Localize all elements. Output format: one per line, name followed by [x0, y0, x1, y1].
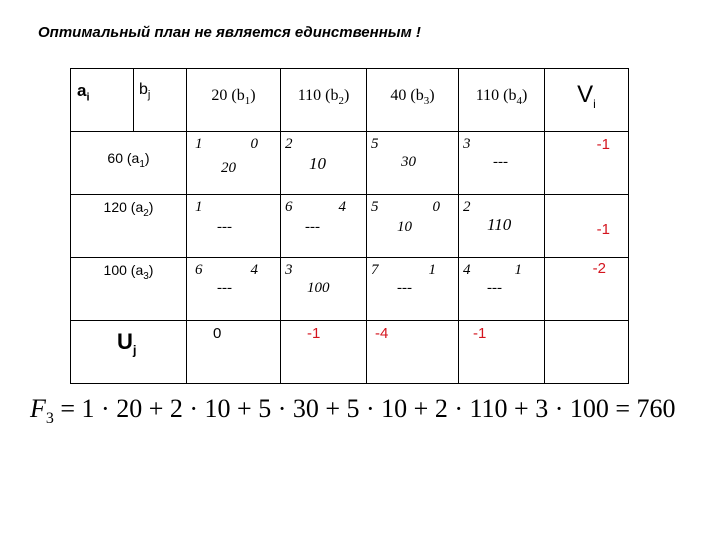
potential-value: -2: [592, 260, 606, 277]
header-col-b4: 110 $(b_4)$: [459, 69, 545, 132]
potential-v1: [545, 132, 629, 195]
potential-value: -1: [596, 136, 610, 153]
cell-cost: [367, 195, 459, 258]
cell-amount: ---: [217, 280, 232, 296]
cell-estimate: 4: [338, 199, 346, 215]
ai-label: $a_i$: [77, 81, 90, 104]
cell-amount: 10: [309, 154, 326, 173]
cell-tariff: 6: [285, 199, 293, 215]
cell-estimate: 1: [514, 262, 522, 278]
potential-v2: [545, 195, 629, 258]
potential-value: -1: [473, 325, 487, 342]
cell-estimate: 0: [432, 199, 440, 215]
potential-value: -4: [375, 325, 389, 342]
table-row: [71, 132, 629, 195]
corner-divider: [133, 69, 134, 131]
cell-cost: [187, 132, 281, 195]
potential-value: 0: [213, 325, 222, 342]
cell-amount: ---: [217, 219, 232, 235]
cell-estimate: 4: [250, 262, 258, 278]
cell-tariff: 6: [195, 262, 203, 278]
cell-tariff: 1: [195, 136, 203, 152]
potential-value: -1: [596, 221, 610, 238]
u-cell: [187, 321, 281, 384]
cell-tariff: 5: [371, 136, 379, 152]
row-label-a3: 100 $(a_3)$: [71, 258, 187, 321]
potential-v3: [545, 258, 629, 321]
cell-amount: 20: [221, 160, 236, 176]
header-col-vi: $V_i$: [545, 69, 629, 132]
cell-tariff: 3: [285, 262, 293, 278]
u-cell: [459, 321, 545, 384]
potential-value: -1: [307, 325, 321, 342]
objective-formula: $F_3 = 1 \cdot 20 + 2 \cdot 10 + 5 \cdot 30 + 5 \cdot 10 + 2 \cdot 110 + 3 \cdot 100 = 760$: [30, 394, 676, 428]
cell-cost: [281, 132, 367, 195]
page-title: Оптимальный план не является единственным !: [38, 24, 421, 41]
u-label-cell: [71, 321, 187, 384]
cell-amount: ---: [397, 280, 412, 296]
cell-cost: [459, 132, 545, 195]
potentials-u-row: [71, 321, 629, 384]
row-label-a1: 60 $(a_1)$: [71, 132, 187, 195]
transport-table: [70, 68, 629, 384]
cell-tariff: 7: [371, 262, 379, 278]
cell-amount: ---: [487, 280, 502, 296]
cell-cost: [367, 258, 459, 321]
u-cell: [367, 321, 459, 384]
cell-amount: 110: [487, 215, 512, 234]
cell-amount: 100: [307, 280, 330, 296]
header-col-b2: 110 $(b_2)$: [281, 69, 367, 132]
table-header-row: [71, 69, 629, 132]
header-col-b3: 40 $(b_3)$: [367, 69, 459, 132]
u-cell: [281, 321, 367, 384]
cell-tariff: 4: [463, 262, 471, 278]
cell-tariff: 2: [463, 199, 471, 215]
cell-cost: [281, 195, 367, 258]
cell-amount: 10: [397, 219, 412, 235]
cell-tariff: 5: [371, 199, 379, 215]
cell-tariff: 1: [195, 199, 203, 215]
u-label: $U_j$: [117, 329, 137, 358]
bj-label: $b_j$: [139, 81, 151, 102]
cell-cost: [281, 258, 367, 321]
cell-cost: [187, 195, 281, 258]
cell-amount: 30: [401, 154, 416, 170]
cell-cost: [459, 195, 545, 258]
cell-tariff: 2: [285, 136, 293, 152]
cell-tariff: 3: [463, 136, 471, 152]
u-cell-empty: [545, 321, 629, 384]
cell-estimate: 1: [428, 262, 436, 278]
cell-estimate: 0: [250, 136, 258, 152]
cell-amount: ---: [305, 219, 320, 235]
row-label-a2: 120 $(a_2)$: [71, 195, 187, 258]
header-col-b1: 20 $(b_1)$: [187, 69, 281, 132]
corner-cell: [71, 69, 187, 132]
cell-cost: [459, 258, 545, 321]
cell-cost: [187, 258, 281, 321]
table-row: [71, 195, 629, 258]
table-row: [71, 258, 629, 321]
cell-cost: [367, 132, 459, 195]
cell-amount: ---: [493, 154, 508, 170]
